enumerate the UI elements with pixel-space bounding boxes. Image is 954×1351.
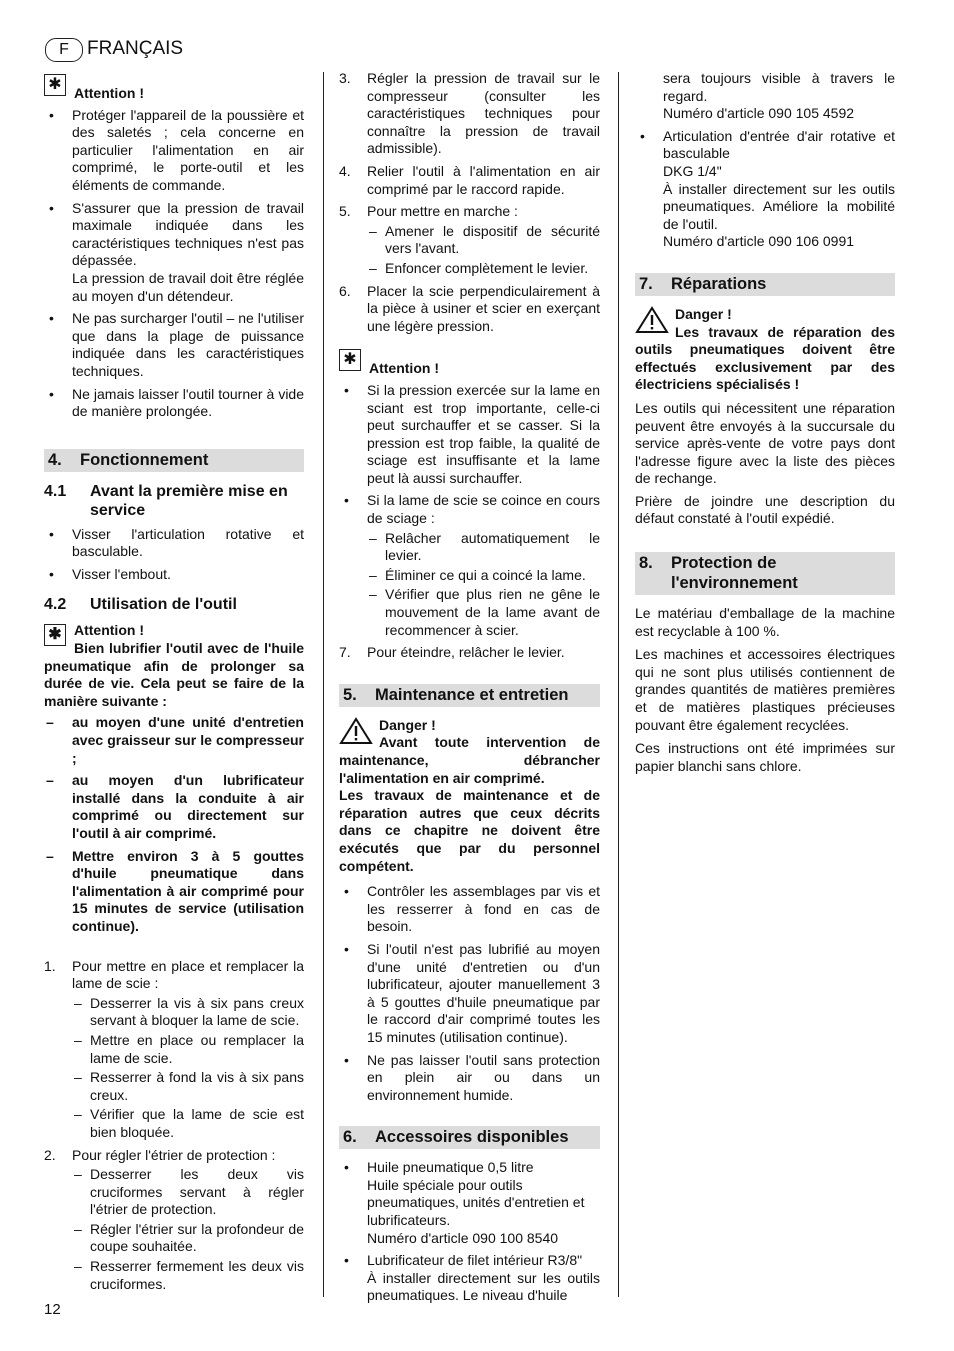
column-2 <box>339 70 600 1310</box>
list-item: – au moyen d'une unité d'entretien avec graisseur sur le compresseur ; <box>46 714 304 766</box>
list-item: – Amener le dispositif de sécurité vers l'avant. <box>369 222 600 257</box>
column-1 <box>44 70 304 1298</box>
warning-triangle-icon <box>339 717 373 745</box>
precaution-list <box>44 107 304 421</box>
section-heading-8: 8. Protection de l'environnement <box>635 552 895 595</box>
sawing-notes <box>339 382 600 639</box>
column-divider <box>323 72 324 1297</box>
list-item: • Ne pas laisser l'outil sans protection en plein air ou dans un environnement humide. <box>339 1052 600 1105</box>
list-item: – Mettre environ 3 à 5 gouttes d'huile pneumatique dans l'alimentation à air comprimé pour 15 minutes de service (utilisation continue). <box>46 847 304 934</box>
section-heading-4: 4. Fonctionnement <box>44 449 304 472</box>
list-item: 2. Pour régler l'étrier de protection : – Desserrer les deux vis cruciformes servant à régler l'étrier de protection. – Régler l'étrier sur la profondeur de coupe souhaitée. – Resserrer fermement les deux vis cruciformes. <box>44 1146 304 1292</box>
list-item: 5. Pour mettre en marche : – Amener le dispositif de sécurité vers l'avant. – Enfoncer complètement le levier. <box>339 203 600 276</box>
language-badge: F <box>45 38 83 62</box>
asterisk-box-icon: ✱ <box>44 624 66 646</box>
operation-step-7 <box>339 644 600 662</box>
list-item: 1. Pour mettre en place et remplacer la lame de scie : – Desserrer la vis à six pans creux servant à bloquer la lame de scie. – Mettre en place ou remplacer la lame de scie. – Resserrer à fond la vis à six pans creux. – Vérifier que la lame de scie est bien bloquée. <box>44 957 304 1140</box>
accessories-list-continued <box>635 70 895 251</box>
attention-notice <box>44 72 304 103</box>
environment-paragraph: Ces instructions ont été imprimées sur papier blanchi sans chlore. <box>635 740 895 774</box>
list-item: • S'assurer que la pression de travail maximale indiquée dans les caractéristiques techniques n'est pas dépassée. La pression de travail doit être réglée au moyen d'un détendeur. <box>44 200 304 306</box>
attention-label: Attention ! <box>74 85 144 101</box>
list-item: – Relâcher automatiquement le levier. <box>369 529 600 564</box>
list-item: • Visser l'articulation rotative et basculable. <box>44 526 304 561</box>
page-number: 12 <box>44 1301 61 1318</box>
list-item: • Si la lame de scie se coince en cours de sciage : – Relâcher automatiquement le levier. – Éliminer ce qui a coincé la lame. – Vérifier que plus rien ne gêne le mouvement de la lame avant de recommencer à scier. <box>339 492 600 639</box>
operation-steps <box>44 958 304 1294</box>
asterisk-box-icon: ✱ <box>339 349 361 371</box>
subsection-heading-4-1: 4.1 Avant la première mise en service <box>44 482 288 519</box>
first-use-list <box>44 526 304 584</box>
attention-label: Attention ! <box>369 360 439 377</box>
list-item: – Desserrer les deux vis cruciformes servant à régler l'étrier de protection. <box>74 1166 304 1218</box>
list-item: – Enfoncer complètement le levier. <box>369 259 589 276</box>
list-item: – Vérifier que plus rien ne gêne le mouvement de la lame avant de recommencer à scier. <box>369 586 600 638</box>
list-item: • Si l'outil n'est pas lubrifié au moyen d'une unité d'entretien ou d'un lubrificateur, ajouter manuellement 3 à 5 gouttes d'huile pneumatique par le raccord d'air comprimé toutes les 15 minutes (utilisation continue). <box>339 941 600 1047</box>
column-3 <box>635 70 895 775</box>
operation-steps-continued <box>339 70 600 335</box>
list-item: – au moyen d'un lubrificateur installé dans la conduite à air comprimé ou directement sur l'outil à air comprimé. <box>46 772 304 841</box>
list-item: • Visser l'embout. <box>44 566 304 584</box>
accessories-list <box>339 1159 600 1305</box>
attention-notice: ✱ Attention ! Bien lubrifier l'outil avec de l'huile pneumatique afin de prolonger sa durée de vie. Cela peut se faire de la manière suivante : <box>44 622 304 709</box>
warning-triangle-icon <box>635 306 669 334</box>
attention-notice <box>339 347 600 378</box>
maintenance-list <box>339 883 600 1104</box>
environment-paragraph: Les machines et accessoires électriques qui ne sont plus utilisés contiennent de grandes quantités de matières premières et de matières plastiques précieuses pouvant être également recyclées. <box>635 646 895 733</box>
repairs-paragraph: Prière de joindre une description du défaut constaté à l'outil expédié. <box>635 492 895 527</box>
list-item: • Ne jamais laisser l'outil tourner à vide de manière prolongée. <box>44 386 304 421</box>
list-item: – Vérifier que la lame de scie est bien bloquée. <box>74 1106 304 1140</box>
column-divider <box>618 72 619 1297</box>
list-item: • Huile pneumatique 0,5 litre Huile spéciale pour outils pneumatiques, unités d'entretien et lubrificateurs. Numéro d'article 090 100 8540 <box>339 1159 600 1247</box>
list-item: 3. Régler la pression de travail sur le compresseur (consulter les caractéristiques techniques pour connaître la pression de travail admissible). <box>339 70 600 157</box>
list-item: • Si la pression exercée sur la lame en sciant est trop importante, celle-ci peut surchauffer et se casser. Si la pression est trop faible, la qualité de sciage est insuffisante et la lame peut là aussi surchauffer. <box>339 382 600 488</box>
list-item: • Ne pas surcharger l'outil – ne l'utiliser que dans la plage de puissance indiquée dans les caractéristiques techniques. <box>44 310 304 380</box>
danger-notice: Danger ! Avant toute intervention de maintenance, débrancher l'alimentation en air comprimé. Les travaux de maintenance et de réparation autres que ceux décrits dans ce chapitre ne doivent être exécutés que par du personnel compétent. <box>339 716 600 874</box>
list-item: – Éliminer ce qui a coincé la lame. <box>369 566 586 583</box>
list-item: 4. Relier l'outil à l'alimentation en air comprimé par le raccord rapide. <box>339 162 600 197</box>
list-item: – Mettre en place ou remplacer la lame de scie. <box>74 1031 304 1066</box>
section-heading-7: 7. Réparations <box>635 273 895 296</box>
list-item-continued: sera toujours visible à travers le regard. Numéro d'article 090 105 4592 <box>663 70 895 122</box>
asterisk-box-icon: ✱ <box>44 74 66 96</box>
list-item: – Régler l'étrier sur la profondeur de coupe souhaitée. <box>74 1220 304 1255</box>
list-item: 7. Pour éteindre, relâcher le levier. <box>339 644 565 661</box>
list-item: – Resserrer à fond la vis à six pans creux. <box>74 1069 304 1103</box>
list-item: 6. Placer la scie perpendiculairement à la pièce à usiner et scier en exerçant une légère pression. <box>339 282 600 334</box>
list-item: • Protéger l'appareil de la poussière et des saletés ; cela concerne en particulier l'alimentation en air comprimé, le porte-outil et les éléments de commande. <box>44 107 304 195</box>
environment-paragraph: Le matériau d'emballage de la machine est recyclable à 100 %. <box>635 605 895 639</box>
section-heading-6: 6. Accessoires disponibles <box>339 1126 600 1149</box>
subsection-heading-4-2: 4.2 Utilisation de l'outil <box>44 596 237 614</box>
lubrication-list <box>44 714 304 935</box>
list-item: • Contrôler les assemblages par vis et les resserrer à fond en cas de besoin. <box>339 883 600 936</box>
list-item: • Articulation d'entrée d'air rotative et basculable DKG 1/4" À installer directement sur les outils pneumatiques. Améliore la mobilité de l'outil. Numéro d'article 090 106 0991 <box>635 128 895 251</box>
language-title: FRANÇAIS <box>87 38 184 59</box>
list-item: • Lubrificateur de filet intérieur R3/8" À installer directement sur les outils pneumatiques. Le niveau d'huile <box>339 1252 600 1305</box>
section-heading-5: 5. Maintenance et entretien <box>339 684 600 707</box>
repairs-paragraph: Les outils qui nécessitent une réparation peuvent être envoyés à la succursale du service après-vente de votre pays dont l'adresse figure avec la liste des pièces de rechange. <box>635 399 895 487</box>
list-item: – Desserrer la vis à six pans creux servant à bloquer la lame de scie. <box>74 994 304 1029</box>
list-item: – Resserrer fermement les deux vis cruciformes. <box>74 1258 304 1292</box>
danger-notice: Danger ! Les travaux de réparation des outils pneumatiques doivent être effectués exclusivement par des électriciens spécialisés ! <box>635 305 895 393</box>
